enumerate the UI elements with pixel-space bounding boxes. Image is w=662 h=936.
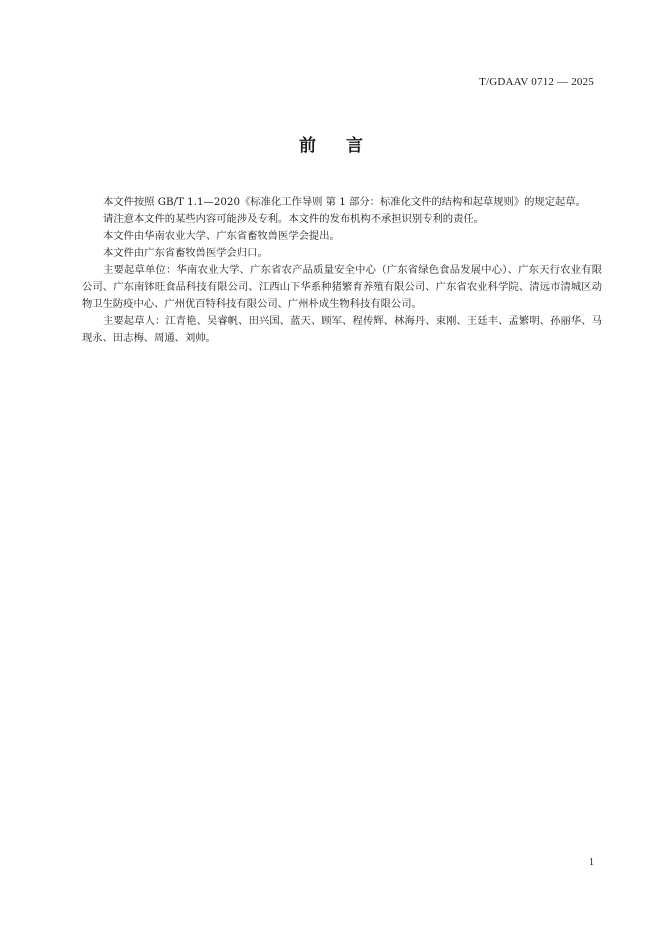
page-number: 1 [589,857,594,868]
paragraph-proposer: 本文件由华南农业大学、广东省畜牧兽医学会提出。 [103,230,340,242]
paragraph-drafting-rules: 本文件按照 GB/T 1.1—2020《标准化工作导则 第 1 部分：标准化文件的结构和起草规则》的规定起草。 [103,196,586,208]
paragraph-drafting-units: 主要起草单位：华南农业大学、广东省农产品质量安全中心（广东省绿色食品发展中心）、广东天行农业有限公司、广东南钵旺食品科技有限公司、江西山下华系种猪繁育养殖有限公司、广东省农业科学院、清远市清城区动物卫生防疫中心、广州优百特科技有限公司、广州朴成生物科技有限公司。 [82,264,602,310]
foreword-body [82,194,602,347]
paragraph-patent-notice: 请注意本文件的某些内容可能涉及专利。本文件的发布机构不承担识别专利的责任。 [103,213,484,225]
paragraph-drafters: 主要起草人：江青艳、吴睿帆、田兴国、蓝天、顾军、程传辉、林海丹、束刚、王廷丰、孟繁明、孙丽华、马现永、田志梅、周通、刘帅。 [82,315,602,344]
page-title: 前言 [299,136,393,156]
paragraph-administrator: 本文件由广东省畜牧兽医学会归口。 [103,247,268,259]
document-code: T/GDAAV 0712 — 2025 [479,76,594,88]
